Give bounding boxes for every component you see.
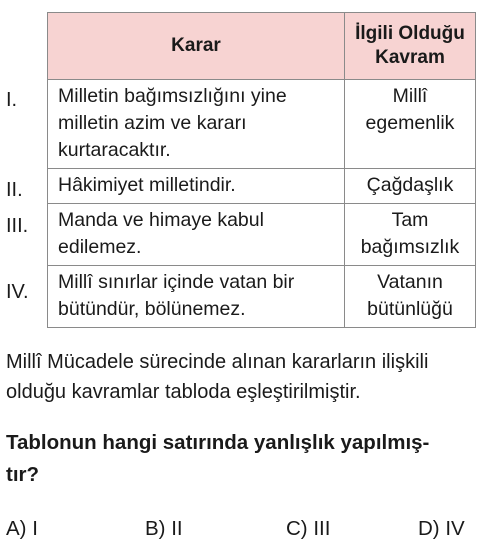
stem-line: Millî Mücadele sürecinde alınan kararların ilişkili [6,351,429,373]
option-text: I [32,517,38,540]
header-kavram [345,13,476,80]
karar-cell [48,266,345,328]
kavram-line: Vatanın [377,271,443,293]
karar-cell [48,204,345,266]
kavram-line: Millî [392,85,428,107]
table-row [48,266,476,328]
question-text [6,427,494,491]
header-kavram-line1: İlgili Olduğu [355,23,465,44]
karar-line: Hâkimiyet milletindir. [58,174,236,196]
option-letter: B) [145,517,166,540]
kavram-cell [345,169,476,204]
option-letter: C) [286,517,308,540]
decisions-table [47,12,476,328]
option-b[interactable] [145,517,183,541]
option-text: III [313,517,331,540]
row-numeral-3: III. [6,215,29,237]
karar-line: Millî sınırlar içinde vatan bir [58,271,295,293]
table-header-row [48,13,476,80]
karar-cell [48,169,345,204]
kavram-line: Tam [391,209,429,231]
row-numeral-4: IV. [6,281,29,303]
question-line: Tablonun hangi satırında yanlışlık yapılmış- [6,431,430,454]
header-karar: Karar [48,13,345,80]
karar-line: edilemez. [58,236,142,258]
header-kavram-line2: Kavram [375,47,445,68]
option-letter: D) [418,517,440,540]
kavram-cell [345,266,476,328]
row-numeral-1: I. [6,89,18,111]
stem-line: olduğu kavramlar tabloda eşleştirilmiştir. [6,381,361,403]
kavram-line: bağımsızlık [360,236,460,258]
row-numeral-2: II. [6,179,23,201]
option-text: II [171,517,183,540]
question-stem [6,347,494,407]
kavram-line: bütünlüğü [367,298,453,320]
question-line: tır? [6,463,40,486]
option-text: IV [445,517,465,540]
karar-line: Milletin bağımsızlığını yine [58,85,287,107]
karar-line: bütündür, bölünemez. [58,298,246,320]
karar-line: kurtaracaktır. [58,139,171,161]
option-c[interactable] [286,517,330,541]
table-row [48,169,476,204]
kavram-cell [345,204,476,266]
option-a[interactable] [6,517,38,541]
kavram-line: Çağdaşlık [366,174,454,196]
kavram-line: egemenlik [365,112,455,134]
karar-line: Manda ve himaye kabul [58,209,264,231]
karar-cell [48,80,345,169]
kavram-cell [345,80,476,169]
table-row [48,80,476,169]
option-d[interactable] [418,517,465,541]
karar-line: milletin azim ve kararı [58,112,247,134]
table-row [48,204,476,266]
option-letter: A) [6,517,27,540]
